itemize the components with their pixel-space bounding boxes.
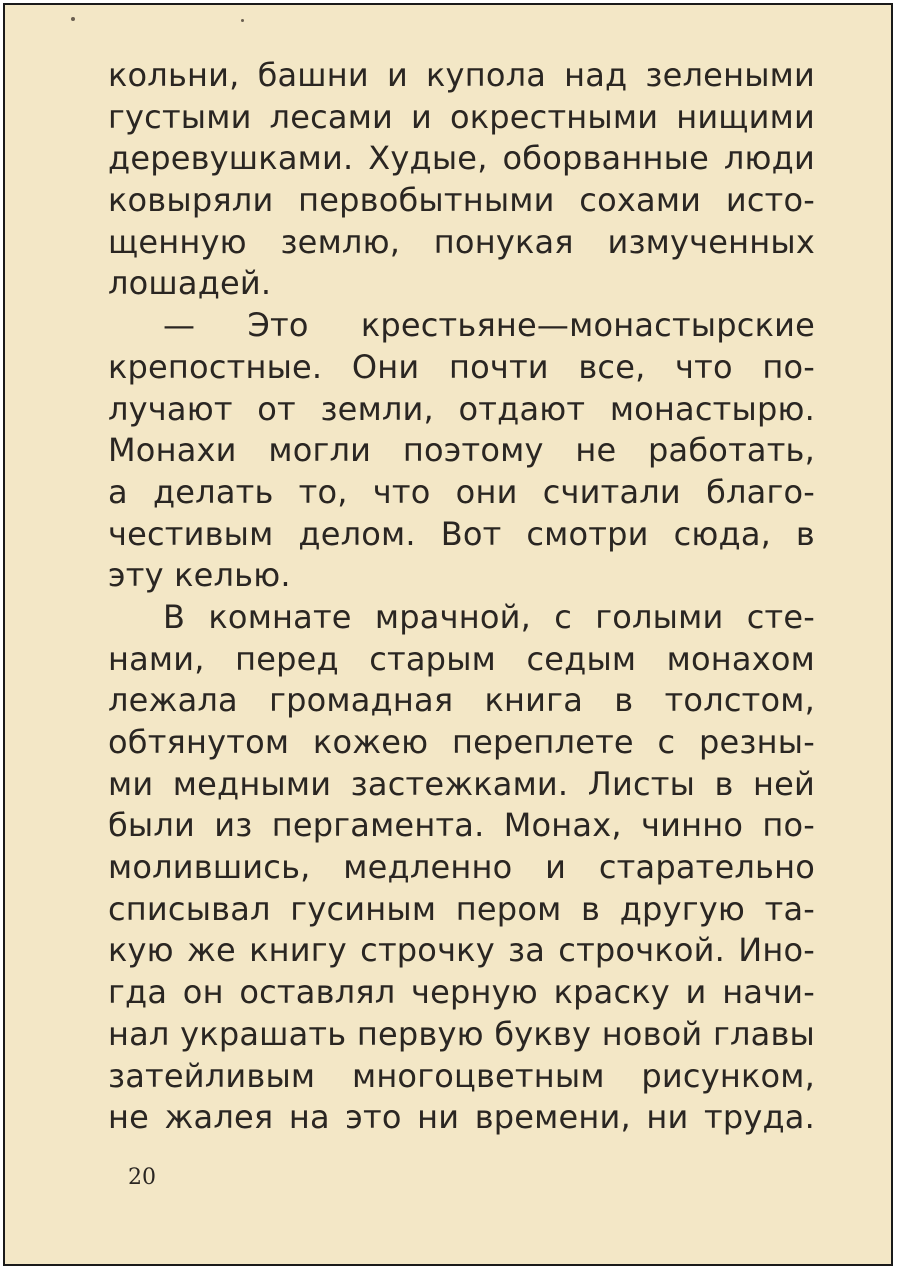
text-line: молившись, медленно и старательно <box>108 848 815 887</box>
text-line: гда он оставлял черную краску и начи- <box>108 973 815 1012</box>
text-line: ковыряли первобытными сохами исто- <box>108 181 815 220</box>
text-line: были из пергамента. Монах, чинно по- <box>108 806 815 845</box>
text-line: эту келью. <box>108 556 291 595</box>
body-text <box>108 55 815 1139</box>
book-page <box>3 3 893 1266</box>
page-number: 20 <box>128 1165 156 1190</box>
ink-speck <box>241 19 244 22</box>
text-line: затейливым многоцветным рисунком, <box>108 1056 815 1095</box>
text-line: щенную землю, понукая измученных <box>108 222 815 261</box>
text-line: лежала громадная книга в толстом, <box>108 681 815 720</box>
text-line: ми медными застежками. Листы в ней <box>108 764 815 803</box>
text-line: кую же книгу строчку за строчкой. Ино- <box>108 931 815 970</box>
text-line: нал украшать первую букву новой главы <box>108 1014 815 1053</box>
text-line: обтянутом кожею переплете с резны- <box>108 723 815 761</box>
text-line: честивым делом. Вот смотри сюда, в <box>108 514 815 553</box>
text-line: нами, перед старым седым монахом <box>108 639 815 678</box>
text-line: кольни, башни и купола над зелеными <box>108 56 815 94</box>
text-line: Монахи могли поэтому не работать, <box>108 431 815 470</box>
text-line: крепостные. Они почти все, что по- <box>108 347 815 386</box>
text-line: а делать то, что они считали благо- <box>108 472 815 511</box>
text-line: деревушками. Худые, оборванные люди <box>108 139 815 178</box>
text-line: — Это крестьяне—монастырские <box>163 306 815 345</box>
text-line: В комнате мрачной, с голыми сте- <box>163 597 815 636</box>
text-line: лучают от земли, отдают монастырю. <box>108 389 815 428</box>
text-line: густыми лесами и окрестными нищими <box>108 97 815 136</box>
text-line: списывал гусиным пером в другую та- <box>108 889 815 928</box>
text-line: лошадей. <box>108 264 272 303</box>
ink-speck <box>71 17 75 21</box>
text-line: не жалея на это ни времени, ни труда. <box>108 1098 815 1137</box>
